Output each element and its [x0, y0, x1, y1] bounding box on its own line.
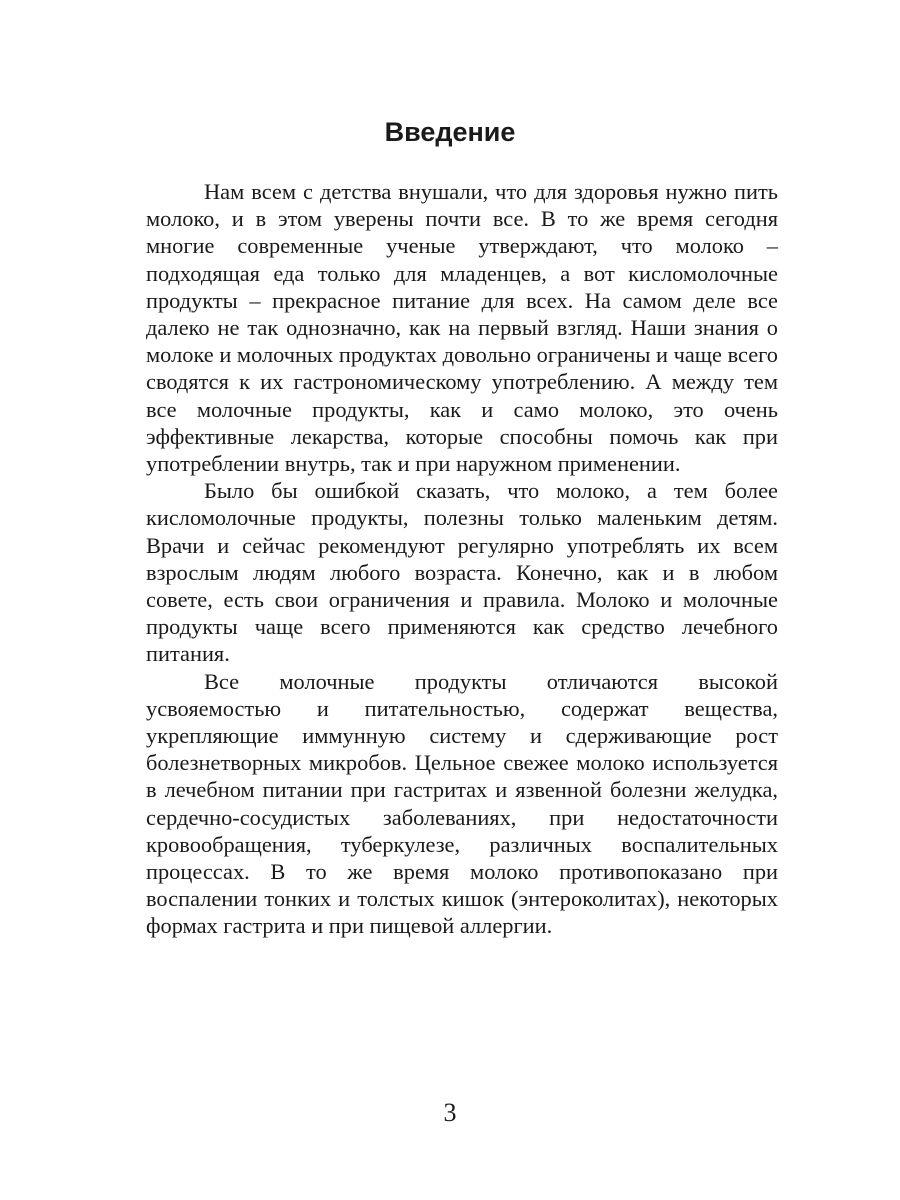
paragraph-1: Нам всем с детства внушали, что для здоровья нужно пить молоко, и в этом уверены почти все. В то же время сегодня многие современные ученые утверждают, что молоко – подходящая еда только для младенцев, а вот кисломолочные продукты – прекрасное питание для всех. На самом деле все далеко не так однозначно, как на первый взгляд. Наши знания о молоке и молочных продуктах довольно ограничены и чаще всего сводятся к их гастрономическому употреблению. А между тем все молочные продукты, как и само молоко, это очень эффективные лекарства, которые способны помочь как при употреблении внутрь, так и при наружном применении.: [146, 179, 778, 477]
paragraph-3: Все молочные продукты отличаются высокой усвояемостью и питательностью, содержат вещества, укрепляющие иммунную систему и сдерживающие рост болезнетворных микробов. Цельное свежее молоко используется в лечебном питании при гастритах и язвенной болезни желудка, сердечно-сосудистых заболеваниях, при недостаточности кровообращения, туберкулезе, различных воспалительных процессах. В то же время молоко противопоказано при воспалении тонких и толстых кишок (энтероколитах), некоторых формах гастрита и при пищевой аллергии.: [146, 668, 778, 939]
page-number: 3: [443, 1098, 457, 1127]
chapter-title: Введение: [384, 117, 516, 147]
chapter-body: [146, 178, 778, 940]
paragraph-2: Было бы ошибкой сказать, что молоко, а тем более кисломолочные продукты, полезны только маленьким детям. Врачи и сейчас рекомендуют регулярно употреблять их всем взрослым людям любого возраста. Конечно, как и в любом совете, есть свои ограничения и правила. Молоко и молочные продукты чаще всего применяются как средство лечебного питания.: [146, 478, 778, 667]
